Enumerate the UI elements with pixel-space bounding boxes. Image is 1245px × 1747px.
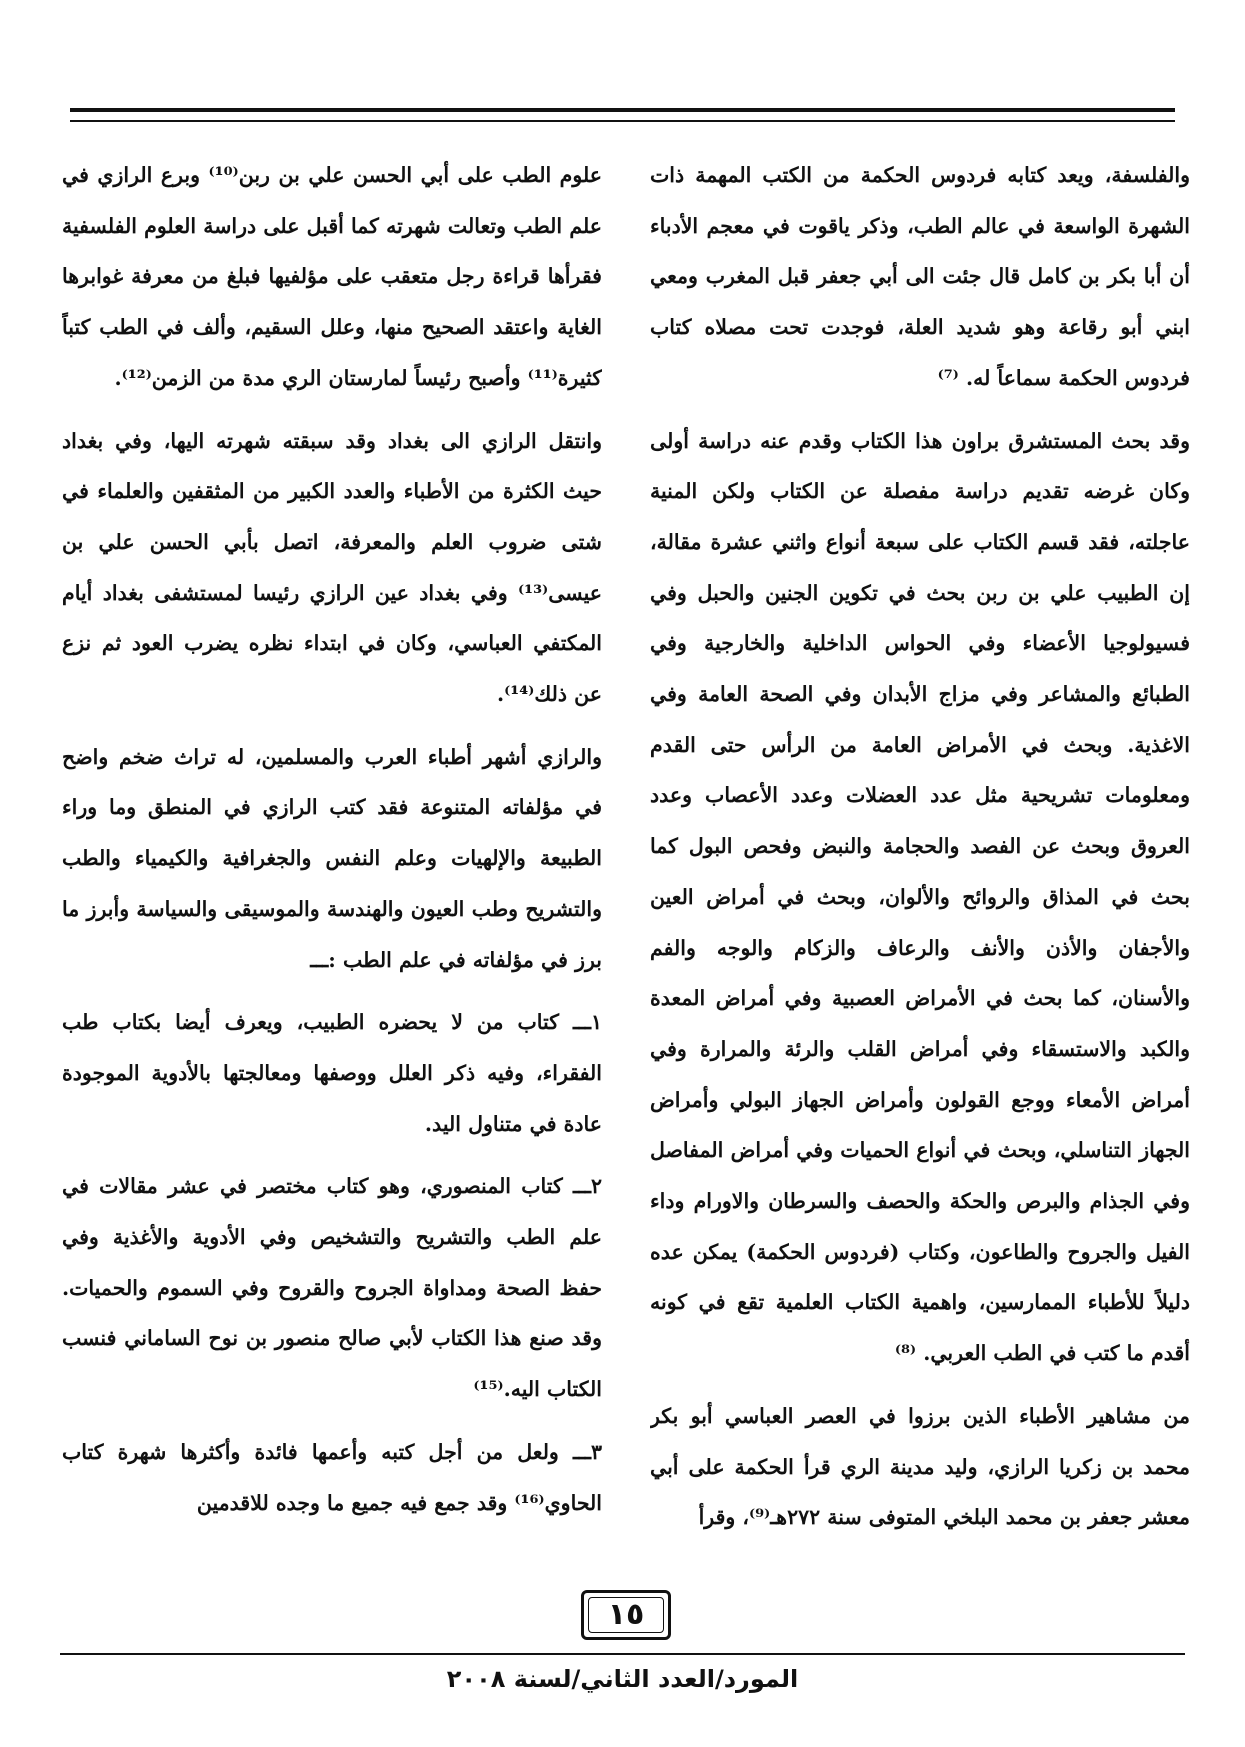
paragraph: وقد بحث المستشرق براون هذا الكتاب وقدم عنه دراسة أولى وكان غرضه تقديم دراسة مفصلة عن الكتاب ولكن المنية عاجلته، فقد قسم الكتاب على سبعة أنواع واثني عشرة مقالة، إن الطبيب علي بن ربن بحث في تكوين الجنين والحبل وفي فسيولوجيا الأعضاء وفي الحواس الداخلية والخارجية وفي الطبائع والمشاعر وفي مزاج الأبدان وفي الصحة العامة وفي الاغذية. وبحث في الأمراض العامة من الرأس حتى القدم ومعلومات تشريحية مثل عدد العضلات وعدد الأعصاب وعدد العروق وبحث عن الفصد والحجامة والنبض وفحص البول كما بحث في المذاق والروائح والألوان، وبحث في أمراض العين والأجفان والأذن والأنف والرعاف والزكام والوجه والفم والأسنان، كما بحث في الأمراض العصبية وفي أمراض المعدة والكبد والاستسقاء وفي أمراض القلب والرئة والمرارة وفي أمراض الأمعاء ووجع القولون وأمراض الجهاز البولي وأمراض الجهاز التناسلي، وبحث في أنواع الحميات وفي أمراض المفاصل وفي الجذام والبرص والحكة والحصف والسرطان والاورام وداء الفيل والجروح والطاعون، وكتاب (فردوس الحكمة) يمكن عده دليلاً للأطباء الممارسين، واهمية الكتاب العلمية تقع في كونه أقدم ما كتب في الطب العربي. ⁽⁸⁾ bbox=[650, 428, 1190, 1366]
header-rule-thick bbox=[70, 108, 1175, 112]
page-number-text: ١٥ bbox=[607, 1597, 645, 1632]
paragraph: وانتقل الرازي الى بغداد وقد سبقته شهرته اليها، وفي بغداد حيث الكثرة من الأطباء والعدد الكبير من المثقفين والعلماء في شتى ضروب العلم والمعرفة، اتصل بأبي الحسن علي بن عيسى⁽¹³⁾ وفي بغداد عين الرازي رئيسا لمستشفى بغداد أيام المكتفي العباسي، وكان في ابتداء نظره يضرب العود ثم نزع عن ذلك⁽¹⁴⁾. bbox=[62, 428, 602, 707]
paragraph: ٣ـــ ولعل من أجل كتبه وأعمها فائدة وأكثرها شهرة كتاب الحاوي⁽¹⁶⁾ وقد جمع فيه جميع ما وجده للاقدمين bbox=[62, 1439, 602, 1515]
paragraph: والفلسفة، ويعد كتابه فردوس الحكمة من الكتب المهمة ذات الشهرة الواسعة في عالم الطب، وذكر ياقوت في معجم الأدباء أن أبا بكر بن كامل قال جئت الى أبي جعفر قبل المغرب ومعي ابني أبو رقاعة وهو شديد العلة، فوجدت تحت مصلاه كتاب فردوس الحكمة سماعاً له. ⁽⁷⁾ bbox=[650, 163, 1190, 390]
text-column-left bbox=[62, 150, 602, 1590]
page-number bbox=[581, 1590, 671, 1640]
paragraph: ١ـــ كتاب من لا يحضره الطبيب، ويعرف أيضا بكتاب طب الفقراء، وفيه ذكر العلل ووصفها ومعالجتها بالأدوية الموجودة عادة في متناول اليد. bbox=[62, 1010, 602, 1136]
paragraph: من مشاهير الأطباء الذين برزوا في العصر العباسي أبو بكر محمد بن زكريا الرازي، وليد مدينة الري قرأ الحكمة على أبي معشر جعفر بن محمد البلخي المتوفى سنة ٢٧٢هـ⁽⁹⁾، وقرأ bbox=[650, 1403, 1190, 1530]
paragraph: ٢ـــ كتاب المنصوري، وهو كتاب مختصر في عشر مقالات في علم الطب والتشريح والتشخيص وفي الأدوية والأغذية وفي حفظ الصحة ومداواة الجروح والقروح وفي السموم والحميات. وقد صنع هذا الكتاب لأبي صالح منصور بن نوح الساماني فنسب الكتاب اليه.⁽¹⁵⁾ bbox=[62, 1174, 602, 1402]
paragraph: والرازي أشهر أطباء العرب والمسلمين، له تراث ضخم واضح في مؤلفاته المتنوعة فقد كتب الرازي في المنطق وما وراء الطبيعة والإلهيات وعلم النفس والجغرافية والكيمياء والطب والتشريح وطب العيون والهندسة والموسيقى والسياسة وأبرز ما برز في مؤلفاته في علم الطب :ـــ bbox=[62, 744, 602, 972]
paragraph: علوم الطب على أبي الحسن علي بن ربن⁽¹⁰⁾ وبرع الرازي في علم الطب وتعالت شهرته كما أقبل على دراسة العلوم الفلسفية فقرأها قراءة رجل متعقب على مؤلفيها فبلغ من معرفة غوابرها الغاية واعتقد الصحيح منها، وعلل السقيم، وألف في الطب كتباً كثيرة⁽¹¹⁾ وأصبح رئيساً لمارستان الري مدة من الزمن⁽¹²⁾. bbox=[62, 163, 602, 390]
text-column-right bbox=[650, 150, 1190, 1590]
journal-footer: المورد/العدد الثاني/لسنة ٢٠٠٨ bbox=[446, 1665, 799, 1693]
footer-rule bbox=[60, 1653, 1185, 1655]
header-rule-thin bbox=[70, 120, 1175, 122]
